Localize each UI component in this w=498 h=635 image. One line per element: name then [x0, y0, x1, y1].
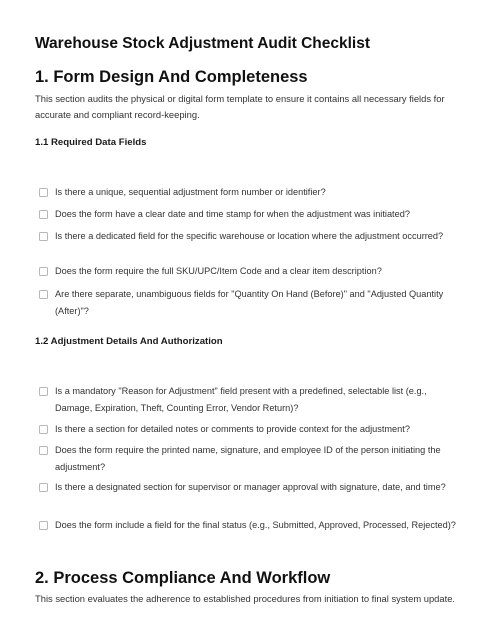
item-text: Is there a unique, sequential adjustment form number or identifier? — [55, 187, 326, 197]
item-text: Are there separate, unambiguous fields for "Quantity On Hand (Before)" and "Adjusted Quantity (After)"? — [55, 289, 444, 316]
item-checkbox[interactable] — [39, 267, 48, 276]
item-text: Does the form require the full SKU/UPC/Item Code and a clear item description? — [55, 266, 382, 276]
item-checkbox[interactable] — [39, 188, 48, 197]
item-text: Is there a dedicated field for the specific warehouse or location where the adjustment occurred? — [55, 231, 444, 241]
document-title: Warehouse Stock Adjustment Audit Checklist — [35, 35, 371, 52]
section-2-heading: 2. Process Compliance And Workflow — [35, 569, 331, 587]
item-checkbox[interactable] — [39, 387, 48, 396]
item-text: Is a mandatory "Reason for Adjustment" field present with a predefined, selectable list (e.g., Damage, Expiration, Theft, Counting Error, Vendor Return)? — [55, 386, 427, 413]
item-checkbox[interactable] — [39, 210, 48, 219]
item-text: Is there a designated section for supervisor or manager approval with signature, date, and time? — [55, 482, 446, 492]
section-1-description: This section audits the physical or digital form template to ensure it contains all necessary fields for accurate and compliant record-keeping. — [35, 93, 445, 120]
item-text: Does the form require the printed name, signature, and employee ID of the person initiating the adjustment? — [55, 445, 441, 472]
item-checkbox[interactable] — [39, 521, 48, 530]
item-checkbox[interactable] — [39, 290, 48, 299]
item-text: Is there a section for detailed notes or comments to provide context for the adjustment? — [55, 424, 410, 434]
item-checkbox[interactable] — [39, 425, 48, 434]
item-checkbox[interactable] — [39, 446, 48, 455]
item-checkbox[interactable] — [39, 483, 48, 492]
section-1-heading: 1. Form Design And Completeness — [35, 68, 308, 86]
item-checkbox[interactable] — [39, 232, 48, 241]
subsection-1-2-heading: 1.2 Adjustment Details And Authorization — [35, 336, 223, 347]
item-text: Does the form have a clear date and time stamp for when the adjustment was initiated? — [55, 209, 410, 219]
section-2-description: This section evaluates the adherence to established procedures from initiation to final system update. — [35, 593, 456, 604]
subsection-1-1-heading: 1.1 Required Data Fields — [35, 137, 147, 148]
item-text: Does the form include a field for the final status (e.g., Submitted, Approved, Processed, Rejected)? — [55, 520, 456, 530]
